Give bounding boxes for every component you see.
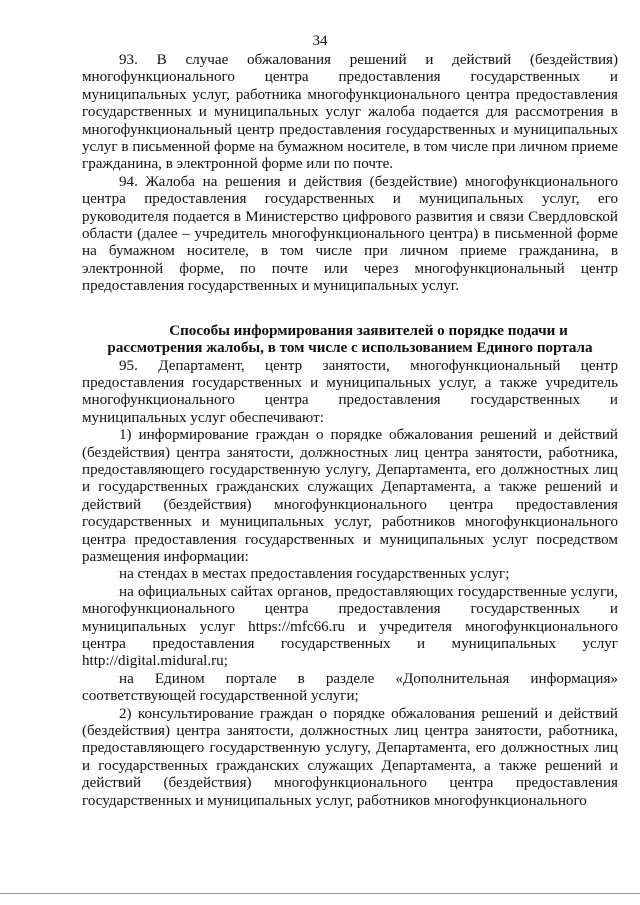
document-body [82, 52, 618, 810]
scan-edge-line [0, 893, 640, 894]
paragraph-93: 93. В случае обжалования решений и действий (бездействия) многофункционального центра предоставления государственных и муниципальных услуг, работника многофункционального центра предоставления государственных и муниципальных услуг жалоба подается для рассмотрения в многофункциональный центр предоставления государственных и муниципальных услуг в письменной форме на бумажном носителе, в том числе при личном приеме гражданина, в электронной форме или по почте. [82, 52, 618, 173]
list-item-2: 2) консультирование граждан о порядке обжалования решений и действий (бездействия) центра занятости, должностных лиц центра занятости, работника, предоставляющего государственную услугу, Департамента, его должностных лиц и государственных гражданских служащих Департамента, а также решений и действий (бездействия) многофункционального центра предоставления государственных и муниципальных услуг, работников многофункционального [82, 705, 618, 809]
list-subitem-stands: на стендах в местах предоставления государственных услуг; [119, 566, 510, 583]
list-subitem-websites: на официальных сайтах органов, предоставляющих государственные услуги, многофункционального центра предоставления государственных и муниципальных услуг https://mfc66.ru и учредителя многофункционального центра предоставления государственных и муниципальных услуг http://digital.midural.ru; [82, 583, 618, 670]
list-subitem-portal: на Едином портале в разделе «Дополнительная информация» соответствующей государственной услуги; [82, 670, 618, 705]
section-heading: Способы информирования заявителей о порядке подачи и рассмотрения жалобы, в том числе с использованием Единого портала [107, 322, 593, 357]
page-number: 34 [312, 33, 328, 49]
list-item-1: 1) информирование граждан о порядке обжалования решений и действий (бездействия) центра занятости, должностных лиц центра занятости, работника, предоставляющего государственную услугу, Департамента, его должностных лиц и государственных гражданских служащих Департамента, а также решений и действий (бездействия) многофункционального центра предоставления государственных и муниципальных услуг, работников многофункционального центра предоставления государственных и муниципальных услуг посредством размещения информации: [82, 427, 618, 565]
paragraph-95: 95. Департамент, центр занятости, многофункциональный центр предоставления государственных и муниципальных услуг, а также учредитель многофункционального центра предоставления государственных и муниципальных услуг обеспечивают: [82, 357, 618, 426]
paragraph-94: 94. Жалоба на решения и действия (бездействие) многофункционального центра предоставления государственных и муниципальных услуг, его руководителя подается в Министерство цифрового развития и связи Свердловской области (далее – учредитель многофункционального центра) в письменной форме на бумажном носителе, в том числе при личном приеме гражданина, в электронной форме, по почте или через многофункциональный центр предоставления государственных и муниципальных услуг. [82, 173, 618, 295]
